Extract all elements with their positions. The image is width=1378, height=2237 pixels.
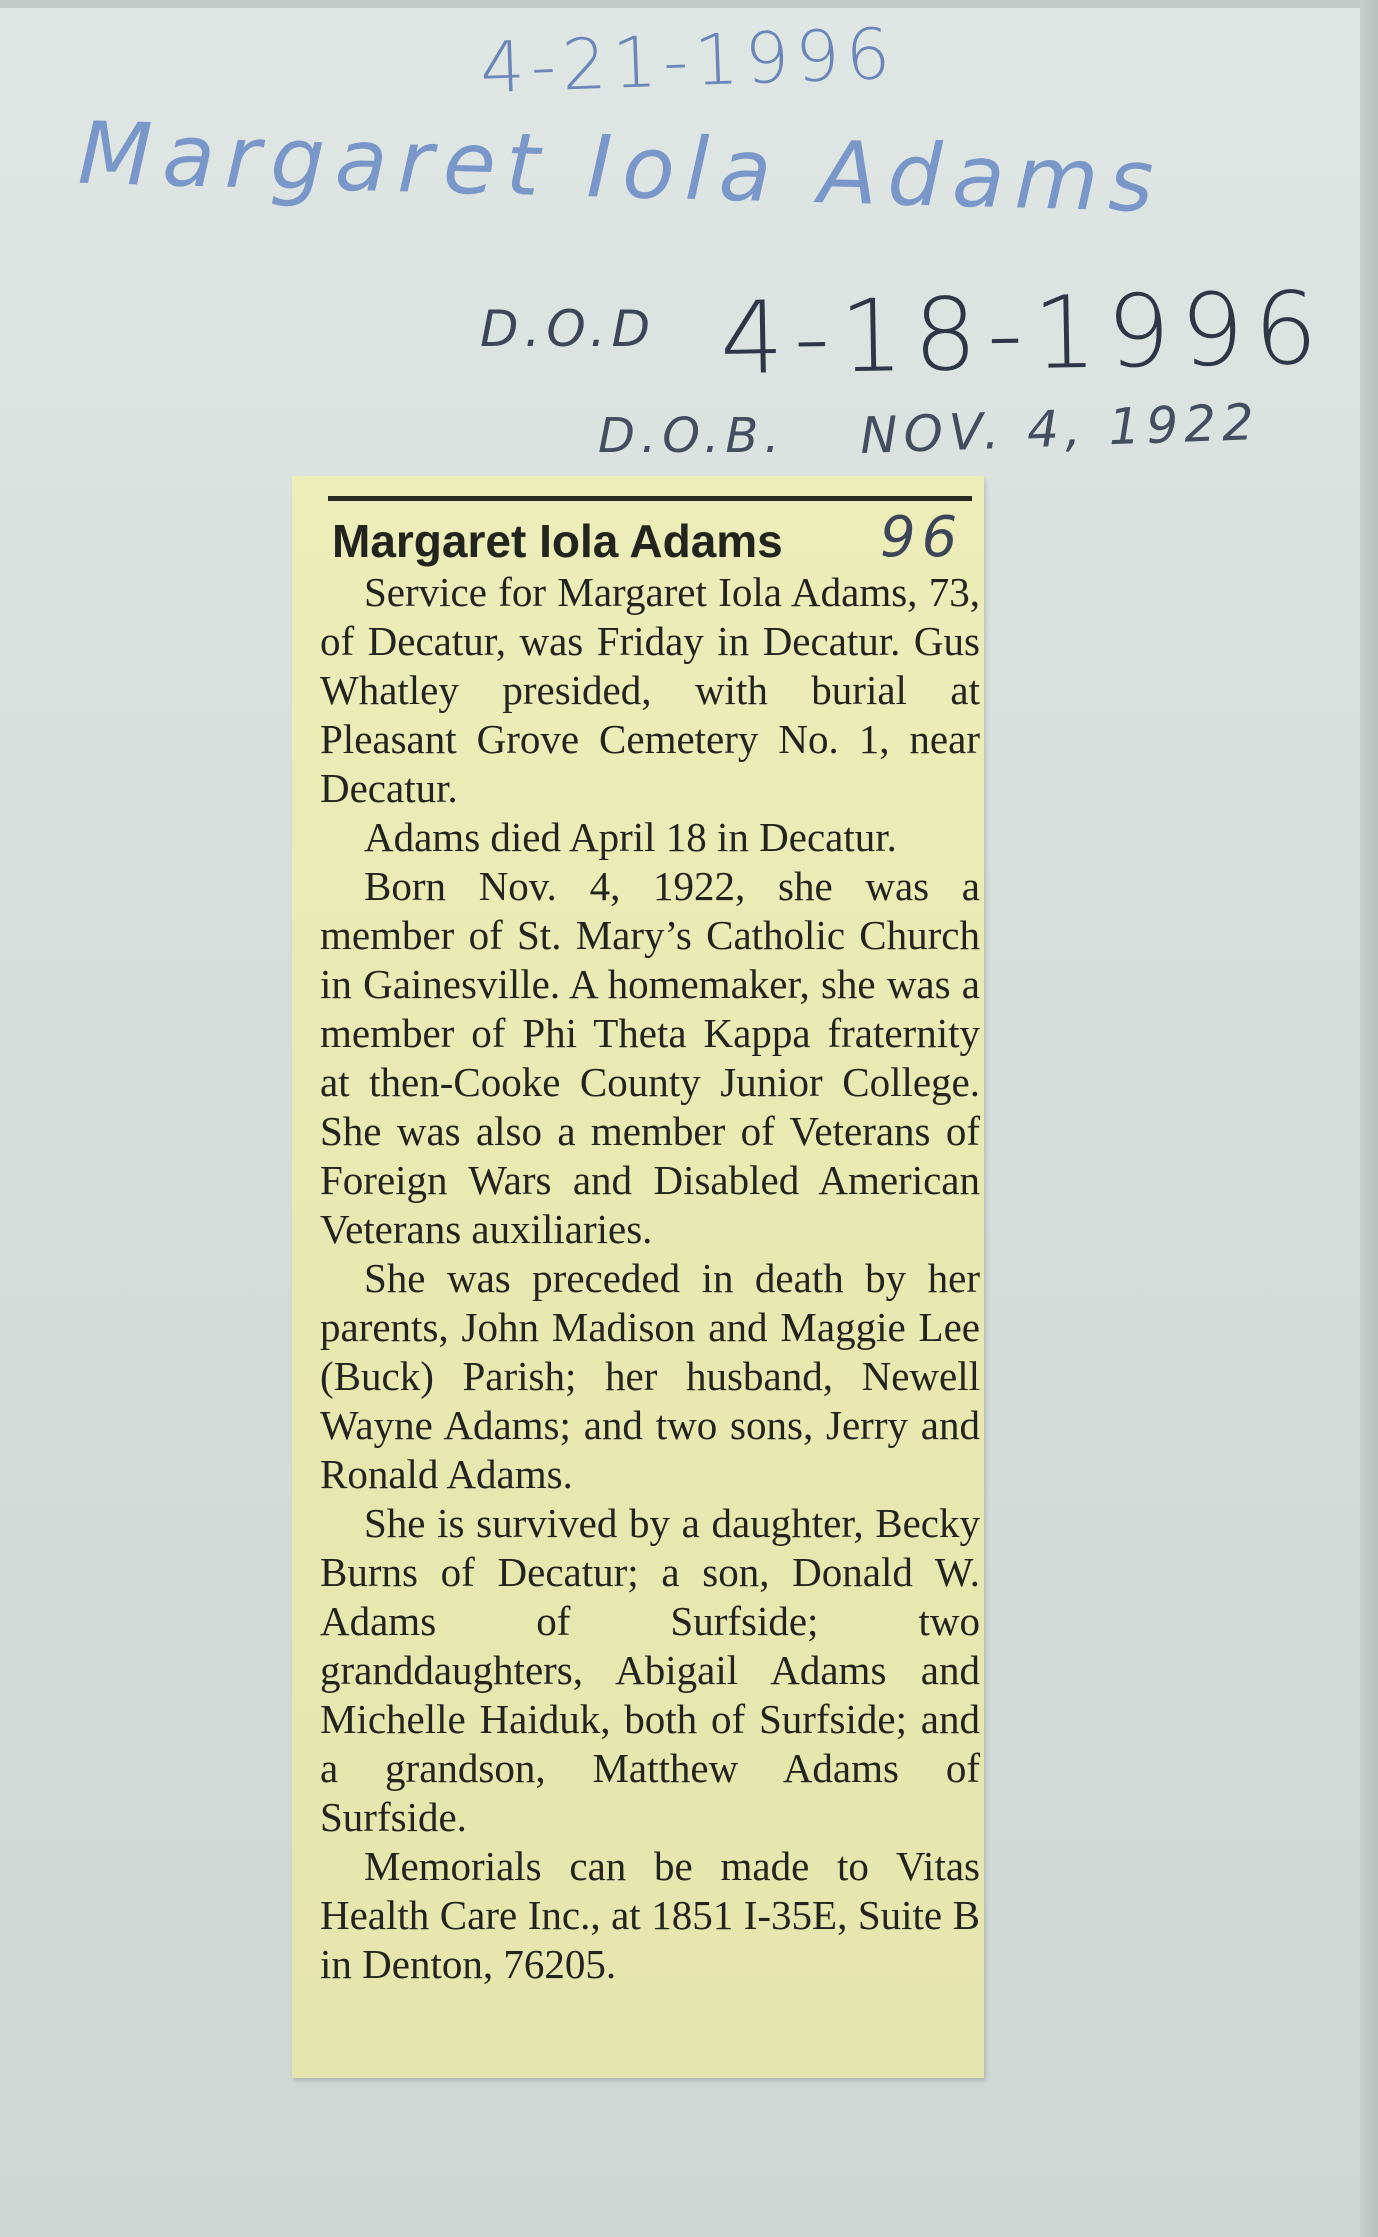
handwritten-dod-value: 4-18-1996 <box>719 269 1329 398</box>
handwritten-name: Margaret Iola Adams <box>76 103 1165 233</box>
obituary-paragraph: She was preceded in death by her parents, John Madison and Maggie Lee (Buck) Parish; her husband, Newell Wayne Adams; and two sons, Jerry and Ronald Adams. <box>320 1255 980 1497</box>
handwritten-dod-label: D.O.D <box>480 300 657 358</box>
handwritten-headline-mark: 96 <box>880 505 964 570</box>
obituary-headline: Margaret Iola Adams <box>332 515 783 567</box>
handwritten-date: 4-21-1996 <box>478 12 898 110</box>
obituary-paragraph: Adams died April 18 in Decatur. <box>364 814 897 860</box>
newspaper-clipping <box>292 476 984 2078</box>
handwritten-dob-value: NOV. 4, 1922 <box>859 393 1261 465</box>
obituary-body <box>320 568 980 1989</box>
obituary-paragraph: Born Nov. 4, 1922, she was a member of St. Mary’s Catholic Church in Gainesville. A homemaker, she was a member of Phi Theta Kappa fraternity at then-Cooke County Junior College. She was also a member of Veterans of Foreign Wars and Disabled American Veterans auxiliaries. <box>320 863 980 1252</box>
obituary-paragraph: She is survived by a daughter, Becky Burns of Decatur; a son, Donald W. Adams of Surfside; two granddaughters, Abigail Adams and Michelle Haiduk, both of Surfside; and a grandson, Matthew Adams of Surfside. <box>320 1500 980 1840</box>
obituary-paragraph: Memorials can be made to Vitas Health Care Inc., at 1851 I-35E, Suite B in Denton, 76205. <box>320 1843 980 1987</box>
page-top-edge <box>0 0 1378 8</box>
obituary-paragraph: Service for Margaret Iola Adams, 73, of Decatur, was Friday in Decatur. Gus Whatley presided, with burial at Pleasant Grove Cemetery No. 1, near Decatur. <box>320 569 980 811</box>
clipping-top-rule <box>328 496 972 501</box>
page-right-edge <box>1360 0 1378 2237</box>
handwritten-dob-label: D.O.B. <box>598 408 786 464</box>
